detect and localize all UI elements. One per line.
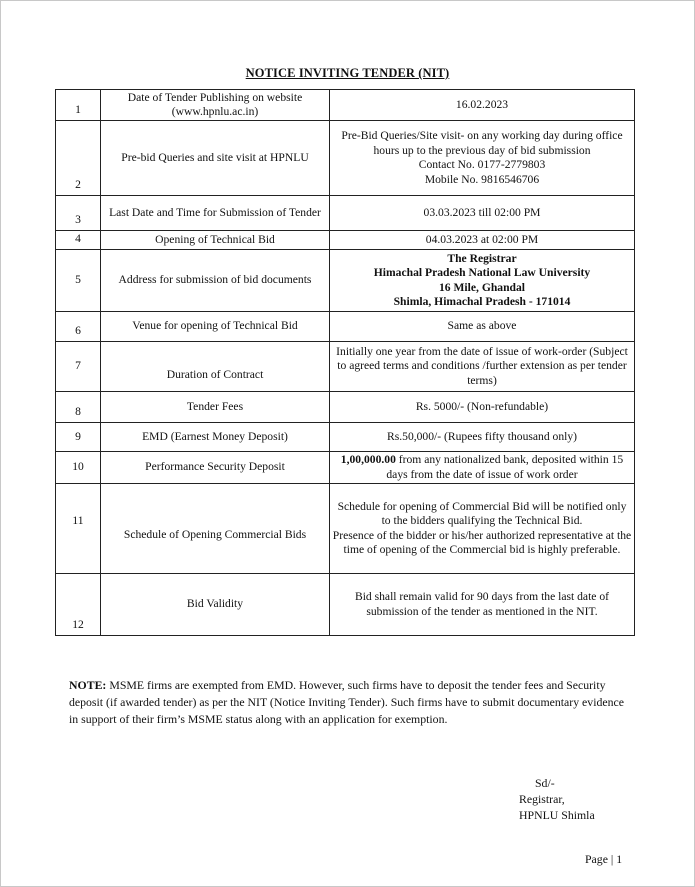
- row-number: 9: [56, 423, 101, 452]
- row-item: EMD (Earnest Money Deposit): [101, 423, 330, 452]
- row-number: 10: [56, 452, 101, 484]
- row-detail: [330, 392, 635, 423]
- detail-line: Pre-Bid Queries/Site visit- on any working day during office hours up to the previous day of bid submission: [341, 129, 623, 157]
- row-number: 6: [56, 312, 101, 342]
- address-line: 16 Mile, Ghandal: [439, 280, 525, 294]
- security-terms: from any nationalized bank, deposited within 15 days from the date of issue of work order: [386, 453, 624, 481]
- table-row: [56, 423, 635, 452]
- detail-line: [332, 453, 632, 482]
- row-detail: [330, 574, 635, 636]
- row-number: 1: [56, 90, 101, 121]
- table-row: [56, 452, 635, 484]
- mobile-number: Mobile No. 9816546706: [424, 172, 540, 186]
- detail-line: Presence of the bidder or his/her authorized representative at the time of opening of the Commercial bid is highly preferable.: [332, 528, 632, 556]
- row-item: Address for submission of bid documents: [101, 250, 330, 312]
- table-row: [56, 312, 635, 342]
- row-detail: [330, 121, 635, 196]
- address-line: Himachal Pradesh National Law University: [373, 266, 591, 279]
- row-number: 4: [56, 231, 101, 250]
- row-item: Tender Fees: [101, 392, 330, 423]
- note-text: MSME firms are exempted from EMD. However, such firms have to deposit the tender fees and Security deposit (if awarded tender) as per the NIT (Notice Inviting Tender). Such firms have to submit documentary evidence in support of their firm’s MSME status along with an application for exemption.: [69, 678, 624, 726]
- detail-line: Bid shall remain valid for 90 days from the last date of submission of the tender as mentioned in the NIT.: [354, 590, 610, 618]
- detail-line: Initially one year from the date of issue of work-order (Subject to agreed terms and conditions /further extension as per tender terms): [336, 344, 628, 387]
- detail-line: Rs.50,000/- (Rupees fifty thousand only): [387, 429, 577, 443]
- row-detail: [330, 423, 635, 452]
- row-detail: [330, 312, 635, 342]
- row-number: 5: [56, 250, 101, 312]
- row-number: 7: [56, 342, 101, 392]
- row-item: Pre-bid Queries and site visit at HPNLU: [101, 121, 330, 196]
- detail-line: Same as above: [447, 319, 517, 333]
- table-row: [56, 250, 635, 312]
- detail-line: 04.03.2023 at 02:00 PM: [425, 232, 539, 246]
- row-item: Venue for opening of Technical Bid: [101, 312, 330, 342]
- row-number: 12: [56, 574, 101, 636]
- row-item: Performance Security Deposit: [101, 452, 330, 484]
- table-row: [56, 231, 635, 250]
- table-row: [56, 121, 635, 196]
- note-paragraph: [69, 677, 624, 728]
- signature-sd: Sd/-: [535, 776, 555, 790]
- row-item: Date of Tender Publishing on website (www.hpnlu.ac.in): [101, 90, 330, 121]
- detail-line: Rs. 5000/- (Non-refundable): [415, 399, 549, 413]
- detail-line: Schedule for opening of Commercial Bid will be notified only to the bidders qualifying the Technical Bid.: [337, 499, 627, 527]
- address-line: The Registrar: [447, 251, 517, 265]
- row-detail: [330, 342, 635, 392]
- row-number: 3: [56, 196, 101, 231]
- row-detail: [330, 196, 635, 231]
- row-item: Last Date and Time for Submission of Tender: [101, 196, 330, 231]
- table-row: [56, 342, 635, 392]
- signature-designation: Registrar,: [519, 792, 565, 806]
- row-number: 8: [56, 392, 101, 423]
- signature-org: HPNLU Shimla: [519, 808, 595, 822]
- detail-line: 16.02.2023: [455, 97, 509, 111]
- note-label: NOTE:: [69, 678, 107, 692]
- table-row: [56, 90, 635, 121]
- security-amount: 1,00,000.00: [340, 453, 396, 466]
- table-row: [56, 574, 635, 636]
- row-detail: [330, 452, 635, 484]
- address-line: Shimla, Himachal Pradesh - 171014: [393, 295, 571, 308]
- tender-table: [55, 89, 635, 636]
- page-number: Page | 1: [585, 852, 623, 866]
- row-number: 2: [56, 121, 101, 196]
- table-row: [56, 484, 635, 574]
- row-item: Duration of Contract: [101, 342, 330, 392]
- row-number: 11: [56, 484, 101, 574]
- row-detail: [330, 250, 635, 312]
- contact-number: Contact No. 0177-2779803: [418, 158, 546, 171]
- row-item: Schedule of Opening Commercial Bids: [101, 484, 330, 574]
- row-detail: [330, 484, 635, 574]
- table-row: [56, 392, 635, 423]
- table-row: [56, 196, 635, 231]
- detail-line: 03.03.2023 till 02:00 PM: [423, 205, 541, 219]
- row-item: Bid Validity: [101, 574, 330, 636]
- row-detail: [330, 231, 635, 250]
- row-detail: [330, 90, 635, 121]
- document-title: NOTICE INVITING TENDER (NIT): [245, 66, 450, 80]
- row-item: Opening of Technical Bid: [101, 231, 330, 250]
